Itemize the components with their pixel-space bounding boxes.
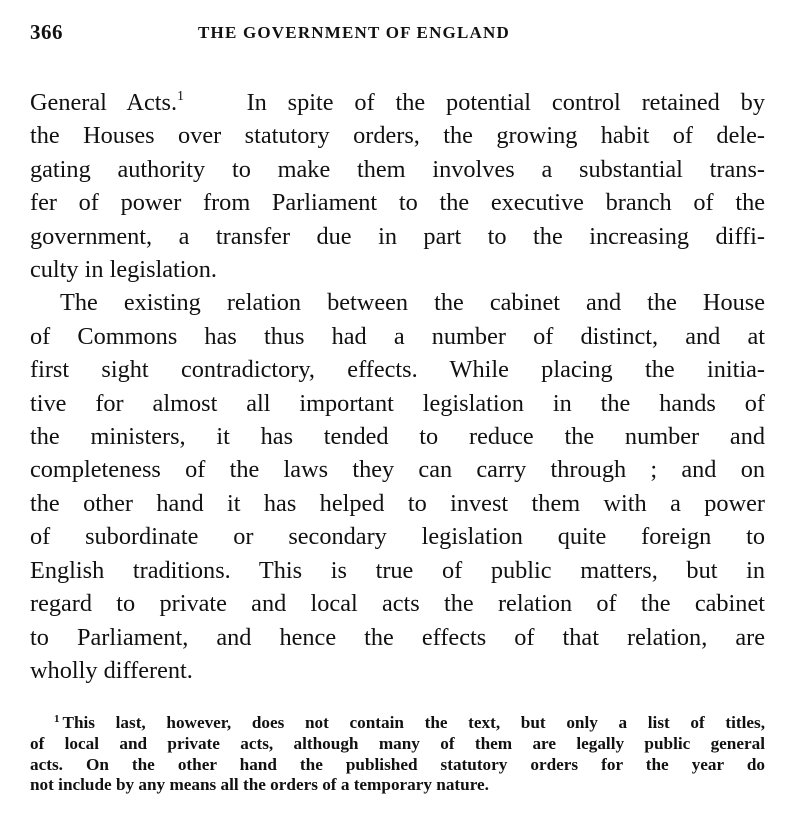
paragraph-2-line-11: to Parliament, and hence the effects of that relation, are xyxy=(30,623,765,651)
footnote-1-line-2: of local and private acts, although many of them are legally public general xyxy=(30,733,765,753)
paragraph-2-line-1: The existing relation between the cabinet and the House xyxy=(60,289,765,317)
page-header xyxy=(30,14,765,48)
paragraph-2-line-2: of Commons has thus had a number of distinct, and at xyxy=(30,322,765,350)
paragraph-1-line-5: government, a transfer due in part to the increasing diffi- xyxy=(30,222,765,250)
paragraph-2-line-3: first sight contradictory, effects. While placing the initia- xyxy=(30,356,765,384)
footnote-mark: 1 xyxy=(54,713,60,726)
page-number: 366 xyxy=(30,20,63,44)
paragraph-2-line-6: completeness of the laws they can carry through ; and on xyxy=(30,456,765,484)
running-title: THE GOVERNMENT OF ENGLAND xyxy=(198,23,510,42)
paragraph-1-line-1-start: General Acts. xyxy=(30,89,178,116)
paragraph-1-line-6: culty in legislation. xyxy=(30,256,217,284)
paragraph-2-line-10: regard to private and local acts the relation of the cabinet xyxy=(30,590,765,618)
paragraph-2 xyxy=(30,286,765,687)
footnote-1 xyxy=(30,713,765,795)
paragraph-2-line-12: wholly different. xyxy=(30,656,193,684)
body-text xyxy=(30,86,765,687)
paragraph-1 xyxy=(30,86,765,286)
book-page xyxy=(30,14,765,796)
footnote-reference: 1 xyxy=(177,89,185,104)
footnote-1-line-4: not include by any means all the orders of a temporary nature. xyxy=(30,775,489,795)
paragraph-2-line-5: the ministers, it has tended to reduce the number and xyxy=(30,423,765,451)
paragraph-1-line-2: the Houses over statutory orders, the growing habit of dele- xyxy=(30,122,765,150)
paragraph-1-line-3: gating authority to make them involves a substantial trans- xyxy=(30,155,765,183)
paragraph-2-line-8: of subordinate or secondary legislation quite foreign to xyxy=(30,523,765,551)
footnotes xyxy=(30,713,765,795)
paragraph-2-line-7: the other hand it has helped to invest them with a power xyxy=(30,489,765,517)
paragraph-2-line-9: English traditions. This is true of public matters, but in xyxy=(30,556,765,584)
footnote-1-line-3: acts. On the other hand the published statutory orders for the year do xyxy=(30,754,765,774)
paragraph-1-line-4: fer of power from Parliament to the executive branch of the xyxy=(30,189,765,217)
paragraph-1-line-1-rest: In spite of the potential control retained by xyxy=(246,89,765,116)
paragraph-1-line-1 xyxy=(30,86,765,119)
footnote-1-line-1: This last, however, does not contain the text, but only a list of titles, xyxy=(62,713,765,733)
paragraph-2-line-4: tive for almost all important legislation in the hands of xyxy=(30,389,765,417)
